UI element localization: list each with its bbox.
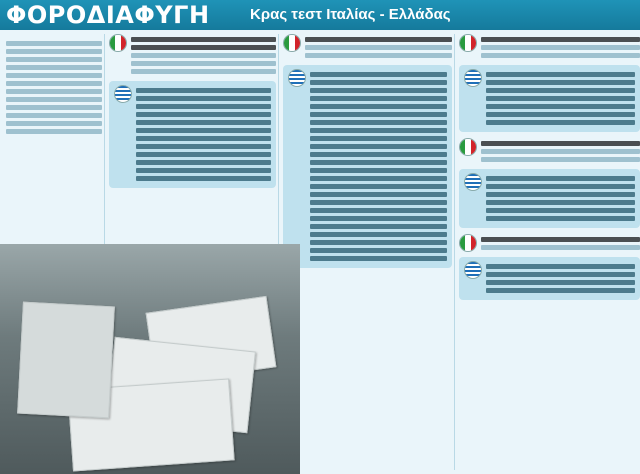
- greece-panel: [283, 65, 452, 268]
- italy-flag-icon: [459, 138, 477, 156]
- italy-flag-icon: [459, 234, 477, 252]
- italy-item: [459, 34, 640, 61]
- italy-item: [459, 234, 640, 253]
- italy-item: [109, 34, 276, 77]
- header-bar: [0, 0, 640, 30]
- header-title: ΦΟΡΟΔΙΑΦΥΓΗ: [6, 1, 210, 29]
- header-subtitle: Κρας τεστ Ιταλίας - Ελλάδας: [250, 6, 451, 23]
- intro-text: [6, 38, 102, 218]
- italy-flag-icon: [459, 34, 477, 52]
- greece-panel: [459, 257, 640, 300]
- greece-flag-icon: [464, 261, 482, 279]
- italy-item: [459, 138, 640, 165]
- receipts-photo: [0, 244, 300, 474]
- greece-panel: [459, 169, 640, 228]
- greece-panel: [459, 65, 640, 132]
- greece-flag-icon: [464, 173, 482, 191]
- greece-panel: [109, 81, 276, 188]
- italy-flag-icon: [283, 34, 301, 52]
- greece-flag-icon: [114, 85, 132, 103]
- italy-item: [283, 34, 452, 61]
- greece-flag-icon: [288, 69, 306, 87]
- column-3: [454, 34, 640, 470]
- greece-flag-icon: [464, 69, 482, 87]
- italy-flag-icon: [109, 34, 127, 52]
- column-2: [278, 34, 452, 470]
